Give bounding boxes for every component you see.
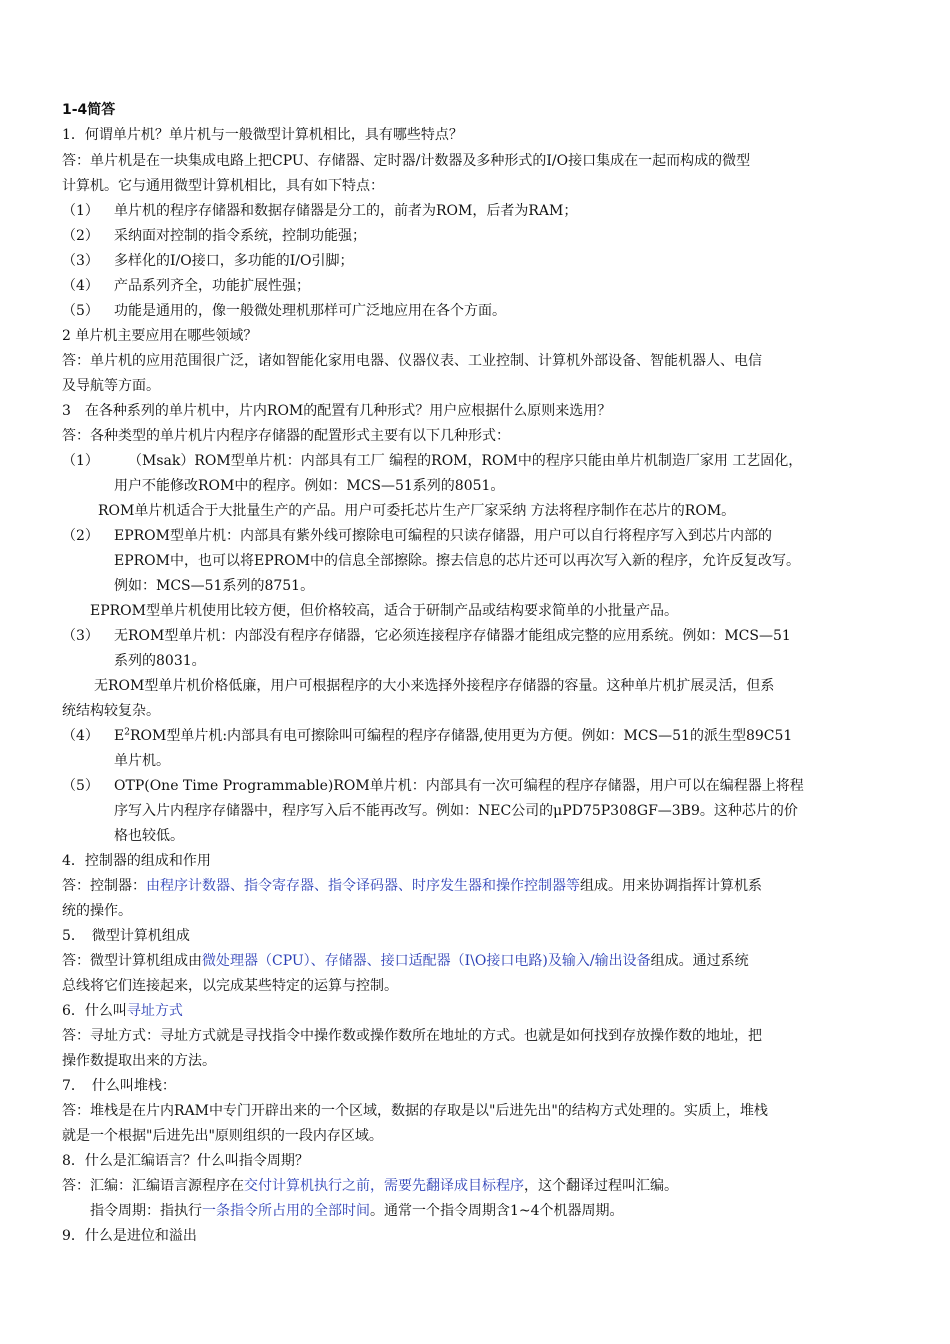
rom-type-otp-line-2: 序写入片内程序存储器中，程序写入后不能再改写。例如：NEC公司的μPD75P308GF—3B9。这种芯片的价 <box>114 803 798 819</box>
highlight-text: 微处理器（CPU）、存储器、接口适配器（I\O接口电路)及输入/输出设备 <box>202 953 651 969</box>
question-3: 3 在各种系列的单片机中，片内ROM的配置有几种形式？用户应根据什么原则来选用？ <box>62 403 612 419</box>
list-item: 采纳面对控制的指令系统，控制功能强； <box>114 228 366 244</box>
list-item-number: （4） <box>62 728 99 744</box>
rom-type-romless-note-line-2: 统结构较复杂。 <box>62 703 160 719</box>
answer-5-line-2: 总线将它们连接起来，以完成某些特定的运算与控制。 <box>62 978 398 994</box>
rom-type-mask-note: ROM单片机适合于大批量生产的产品。用户可委托芯片生产厂家采纳 方法将程序制作在芯片的ROM。 <box>98 503 736 519</box>
answer-6-line-2: 操作数提取出来的方法。 <box>62 1053 216 1069</box>
rom-type-romless-line-1: 无ROM型单片机：内部没有程序存储器，它必须连接程序存储器才能组成完整的应用系统。例如：MCS—51 <box>114 628 791 644</box>
answer-7-line-1: 答：堆栈是在片内RAM中专门开辟出来的一个区域，数据的存取是以"后进先出"的结构方式处理的。实质上，堆栈 <box>62 1103 768 1119</box>
list-item: 多样化的I/O接口，多功能的I/O引脚； <box>114 253 354 269</box>
highlight-text: 寻址方式 <box>126 1003 183 1019</box>
highlight-text: 一条指令所占用的全部时间 <box>202 1203 370 1219</box>
list-item-number: （2） <box>62 228 99 244</box>
rom-type-eprom-line-3: 例如：MCS—51系列的8751。 <box>114 578 315 594</box>
question-8: 8．什么是汇编语言？什么叫指令周期？ <box>62 1153 309 1169</box>
list-item: 单片机的程序存储器和数据存储器是分工的，前者为ROM，后者为RAM； <box>114 203 578 219</box>
question-1: 1．何谓单片机？单片机与一般微型计算机相比，具有哪些特点？ <box>62 127 463 143</box>
rom-type-otp-line-3: 格也较低。 <box>114 828 184 844</box>
answer-1-line-2: 计算机。它与通用微型计算机相比，具有如下特点： <box>62 178 384 194</box>
highlight-text: 由程序计数器、指令寄存器、指令译码器、时序发生器和操作控制器等 <box>146 878 580 894</box>
answer-2-line-2: 及导航等方面。 <box>62 378 160 394</box>
list-item-number: （5） <box>62 778 99 794</box>
highlight-text: 交付计算机执行之前，需要先翻译成目标程序 <box>244 1178 524 1194</box>
rom-type-eprom-note: EPROM型单片机使用比较方便，但价格较高，适合于研制产品或结构要求简单的小批量产品。 <box>90 603 678 619</box>
question-7: 7． 什么叫堆栈： <box>62 1078 176 1094</box>
rom-type-romless-note-line-1: 无ROM型单片机价格低廉，用户可根据程序的大小来选择外接程序存储器的容量。这种单片机扩展灵活，但系 <box>94 678 775 694</box>
list-item: 功能是通用的，像一般微处理机那样可广泛地应用在各个方面。 <box>114 303 506 319</box>
list-item-number: （3） <box>62 628 99 644</box>
list-item-number: （5） <box>62 303 99 319</box>
list-item-number: （2） <box>62 528 99 544</box>
list-item: 产品系列齐全，功能扩展性强； <box>114 278 310 294</box>
rom-type-mask-line-2: 用户不能修改ROM中的程序。例如：MCS—51系列的8051。 <box>114 478 505 494</box>
list-item-number: （3） <box>62 253 99 269</box>
question-9: 9．什么是进位和溢出 <box>62 1228 197 1244</box>
section-title: 1-4简答 <box>62 102 116 118</box>
list-item-number: （4） <box>62 278 99 294</box>
answer-6-line-1: 答：寻址方式：寻址方式就是寻找指令中操作数或操作数所在地址的方式。也就是如何找到存放操作数的地址，把 <box>62 1028 762 1044</box>
rom-type-romless-line-2: 系列的8031。 <box>114 653 206 669</box>
answer-8-line-2: 指令周期：指执行一条指令所占用的全部时间。通常一个指令周期含1~4个机器周期。 <box>90 1203 624 1219</box>
rom-type-otp-line-1: OTP(One Time Programmable)ROM单片机：内部具有一次可编程的程序存储器，用户可以在编程器上将程 <box>114 778 804 794</box>
rom-type-e2rom-line-1: $E^2ROM$型单片机:内部具有电可擦除叫可编程的程序存储器,使用更为方便。例如：MCS—51的派生型89C51 <box>114 727 793 744</box>
answer-5-line-1: 答：微型计算机组成由微处理器（CPU）、存储器、接口适配器（I\O接口电路)及输入/输出设备组成。通过系统 <box>62 953 749 969</box>
list-item-number: （1） <box>62 203 99 219</box>
rom-type-e2rom-line-2: 单片机。 <box>114 753 170 769</box>
answer-8-line-1: 答：汇编：汇编语言源程序在交付计算机执行之前，需要先翻译成目标程序，这个翻译过程叫汇编。 <box>62 1178 678 1194</box>
question-2: 2 单片机主要应用在哪些领域？ <box>62 328 258 344</box>
list-item-number: （1） <box>62 453 99 469</box>
question-6: 6．什么叫寻址方式 <box>62 1003 183 1019</box>
rom-type-mask-line-1: （Msak）ROM型单片机：内部具有工厂 编程的ROM，ROM中的程序只能由单片机制造厂家用 工艺固化， <box>128 453 803 469</box>
rom-type-eprom-line-2: EPROM中，也可以将EPROM中的信息全部擦除。擦去信息的芯片还可以再次写入新的程序，允许反复改写。 <box>114 553 800 569</box>
answer-7-line-2: 就是一个根据"后进先出"原则组织的一段内存区域。 <box>62 1128 383 1144</box>
answer-4-line-1: 答：控制器：由程序计数器、指令寄存器、指令译码器、时序发生器和操作控制器等组成。用来协调指挥计算机系 <box>62 878 762 894</box>
answer-3: 答：各种类型的单片机片内程序存储器的配置形式主要有以下几种形式： <box>62 428 510 444</box>
answer-2-line-1: 答：单片机的应用范围很广泛，诸如智能化家用电器、仪器仪表、工业控制、计算机外部设备、智能机器人、电信 <box>62 353 762 369</box>
answer-4-line-2: 统的操作。 <box>62 903 132 919</box>
rom-type-eprom-line-1: EPROM型单片机：内部具有紫外线可擦除电可编程的只读存储器，用户可以自行将程序写入到芯片内部的 <box>114 528 772 544</box>
question-4: 4．控制器的组成和作用 <box>62 853 211 869</box>
question-5: 5． 微型计算机组成 <box>62 928 190 944</box>
answer-1-line-1: 答：单片机是在一块集成电路上把CPU、存储器、定时器/计数器及多种形式的I/O接口集成在一起而构成的微型 <box>62 153 751 169</box>
